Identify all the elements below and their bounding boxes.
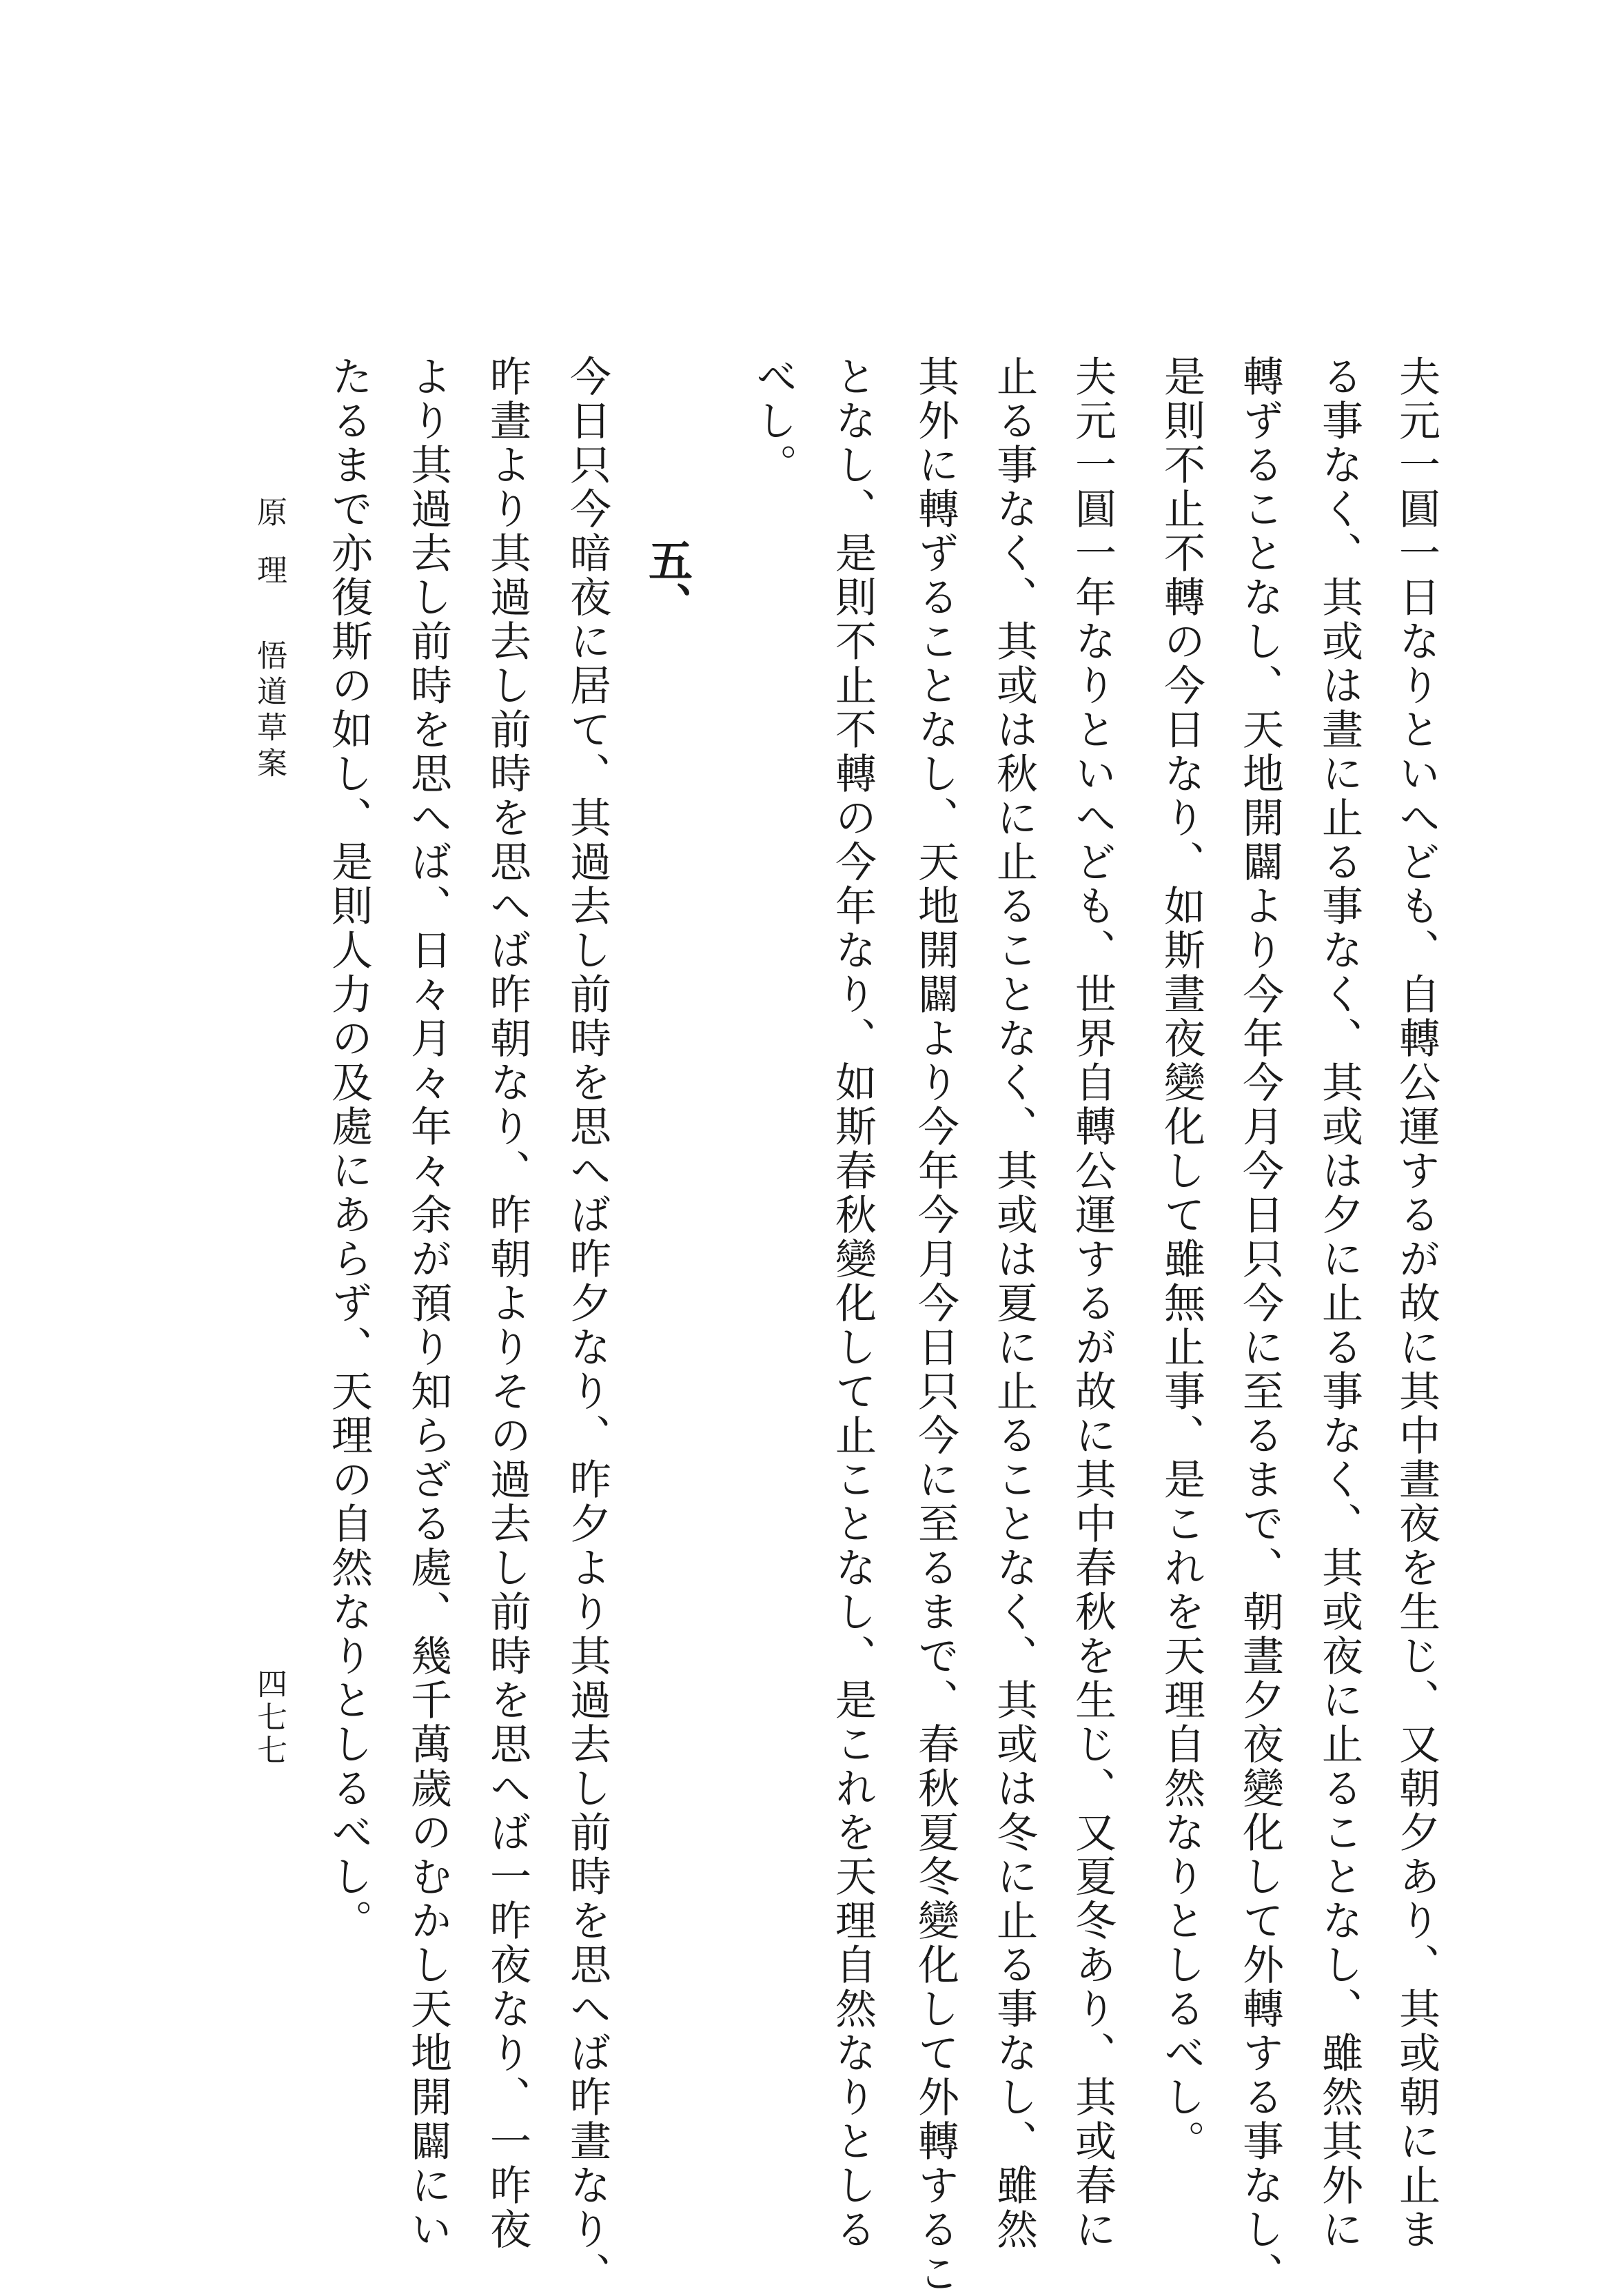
page-number: 四七七	[252, 1668, 287, 1767]
text-column: となし、是則不止不轉の今年なり、如斯春秋變化して止ことなし、是これを天理自然なりとしる	[828, 355, 877, 2252]
running-title-part1: 原理	[252, 496, 287, 612]
text-column: 止る事なく、其或は秋に止ることなく、其或は夏に止ることなく、其或は冬に止る事なし、雖然	[990, 355, 1038, 2252]
text-column: 轉ずることなし、天地開闢より今年今月今日只今に至るまで、朝晝夕夜變化して外轉する事なし、	[1236, 355, 1284, 2296]
running-title	[252, 496, 287, 783]
text-column: 夫元一圓一日なりといへども、自轉公運するが故に其中晝夜を生じ、又朝夕あり、其或朝に止ま	[1392, 355, 1440, 2252]
text-column: たるまで亦復斯の如し、是則人力の及處にあらず、天理の自然なりとしるべし。	[325, 355, 373, 1943]
text-column: べし。	[749, 355, 797, 487]
text-column: より其過去し前時を思へば、日々月々年々余が預り知らざる處、幾千萬歲のむかし天地開闢にい	[404, 355, 452, 2252]
text-column: 今日只今暗夜に居て、其過去し前時を思へば昨夕なり、昨夕より其過去し前時を思へば昨晝なり、	[563, 355, 611, 2296]
section-heading: 五、	[641, 538, 693, 626]
text-column: 其外に轉ずることなし、天地開闢より今年今月今日只今に至るまで、春秋夏冬變化して外轉するこ	[911, 355, 959, 2296]
text-column: 是則不止不轉の今日なり、如斯晝夜變化して雖無止事、是これを天理自然なりとしるべし。	[1157, 355, 1205, 2164]
text-column: 昨晝より其過去し前時を思へば昨朝なり、昨朝よりその過去し前時を思へば一昨夜なり、一昨夜	[483, 355, 531, 2252]
text-column: 夫元一圓一年なりといへども、世界自轉公運するが故に其中春秋を生じ、又夏冬あり、其或春に	[1068, 355, 1117, 2252]
text-column: る事なく、其或は晝に止る事なく、其或は夕に止る事なく、其或夜に止ることなし、雖然其外に	[1315, 355, 1363, 2252]
running-title-part2: 悟道草案	[252, 640, 287, 783]
